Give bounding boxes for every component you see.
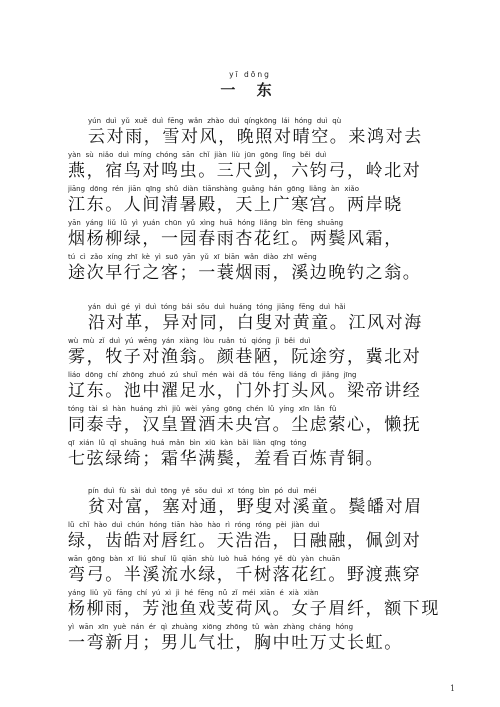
pinyin-text: jiāng dōng rén jiān qīng shǔ diàn tiānshàng guǎng hán gōng liǎng àn xiǎo [68, 185, 360, 193]
verse-line [68, 623, 468, 657]
pinyin-text: yì wān xīn yuè nán ér qì zhuàng xiōng zhōng tǔ wàn zhàng cháng hóng [68, 623, 354, 631]
hanzi-text: 雾，牧子对渔翁。颜巷陋，阮途穷，冀北对 [68, 347, 422, 367]
pinyin-text: yún duì yǔ xuě duì fēng wǎn zhào duì qíngkōng lái hóng duì qù [88, 117, 342, 125]
hanzi-text: 沿对革，异对同，白叟对黄童。江风对海 [88, 313, 423, 333]
verse-line [68, 589, 468, 623]
pinyin-text: wān gōng bàn xī liú shuǐ lǜ qiān shù luò huā hóng yě dù yàn chuān [68, 555, 341, 563]
hanzi-text: 途次早行之客；一蓑烟雨，溪边晚钓之翁。 [68, 263, 422, 283]
hanzi-text: 贫对富，塞对通，野叟对溪童。鬓皤对眉 [88, 497, 423, 517]
hanzi-text: 江东。人间清暑殿，天上广寒宫。两岸晓 [68, 195, 403, 215]
pinyin-text: wù mù zǐ duì yú wēng yán xiàng lòu ruǎn tú qióng jì běi duì [68, 337, 311, 345]
pinyin-text: yán duì gé yì duì tóng bái sǒu duì huáng tóng jiāng fēng duì hǎi [88, 303, 346, 311]
verse-line [68, 371, 468, 405]
verse-line [68, 303, 468, 337]
verse-line [68, 405, 468, 439]
pinyin-text: tóng tài sì hàn huáng zhì jiǔ wèi yāng gōng chén lǜ yíng xīn lǎn fǔ [68, 405, 337, 413]
pinyin-text: pín duì fù sài duì tōng yě sǒu duì xī tóng bìn pó duì méi [88, 487, 317, 495]
hanzi-text: 弯弓。半溪流水绿，千树落花红。野渡燕穿 [68, 565, 422, 585]
hanzi-text: 绿，齿皓对唇红。天浩浩，日融融，佩剑对 [68, 531, 422, 551]
verse-line [68, 151, 468, 185]
hanzi-text: 燕，宿鸟对鸣虫。三尺剑，六钧弓，岭北对 [68, 161, 422, 181]
verse-line [68, 521, 468, 555]
verse-line [68, 439, 468, 473]
page-number: 1 [450, 684, 456, 693]
section-title [0, 70, 500, 100]
pinyin-text: yān yáng liǔ lǜ yì yuán chūn yǔ xìng huā hóng liǎng bìn fēng shuāng [68, 219, 344, 227]
verse-line [68, 555, 468, 589]
pinyin-text: lǜ chǐ hào duì chún hóng tiān hào hào rì róng róng pèi jiàn duì [68, 521, 320, 529]
hanzi-text: 云对雨，雪对风，晚照对晴空。来鸿对去 [88, 127, 423, 147]
hanzi-text: 同泰寺，汉皇置酒未央宫。尘虑萦心，懒抚 [68, 415, 422, 435]
verse-line [68, 219, 468, 253]
verse-line [68, 185, 468, 219]
verse-line [68, 337, 468, 371]
title-hanzi: 一 东 [220, 81, 280, 99]
pinyin-text: qī xián lǜ qǐ shuāng huá mǎn bìn xiū kàn bǎi liàn qīng tóng [68, 439, 307, 447]
verse-line [68, 487, 468, 521]
verse-line [68, 253, 468, 287]
verse-line [68, 117, 468, 151]
hanzi-text: 一弯新月；男儿气壮，胸中吐万丈长虹。 [68, 633, 403, 653]
hanzi-text: 烟杨柳绿，一园春雨杏花红。两鬓风霜， [68, 229, 403, 249]
pinyin-text: yáng liǔ yǔ fāng chí yú xì jì hé fēng nǚ zǐ méi xiān é xià xiàn [68, 589, 319, 597]
hanzi-text: 七弦绿绮；霜华满鬓，羞看百炼青铜。 [68, 449, 385, 469]
hanzi-text: 辽东。池中濯足水，门外打头风。梁帝讲经 [68, 381, 422, 401]
pinyin-text: liáo dōng chí zhōng zhuó zú shuǐ mén wài dǎ tóu fēng liáng dì jiǎng jīng [68, 371, 357, 379]
pinyin-text: yàn sù niǎo duì míng chóng sān chǐ jiàn liù jūn gōng lǐng běi duì [68, 151, 327, 159]
title-pinyin: yī dōng [229, 70, 271, 79]
hanzi-text: 杨柳雨，芳池鱼戏芰荷风。女子眉纤，额下现 [68, 599, 440, 619]
pinyin-text: tú cì zǎo xíng zhī kè yì suō yān yǔ xī biān wǎn diào zhī wēng [68, 253, 317, 261]
